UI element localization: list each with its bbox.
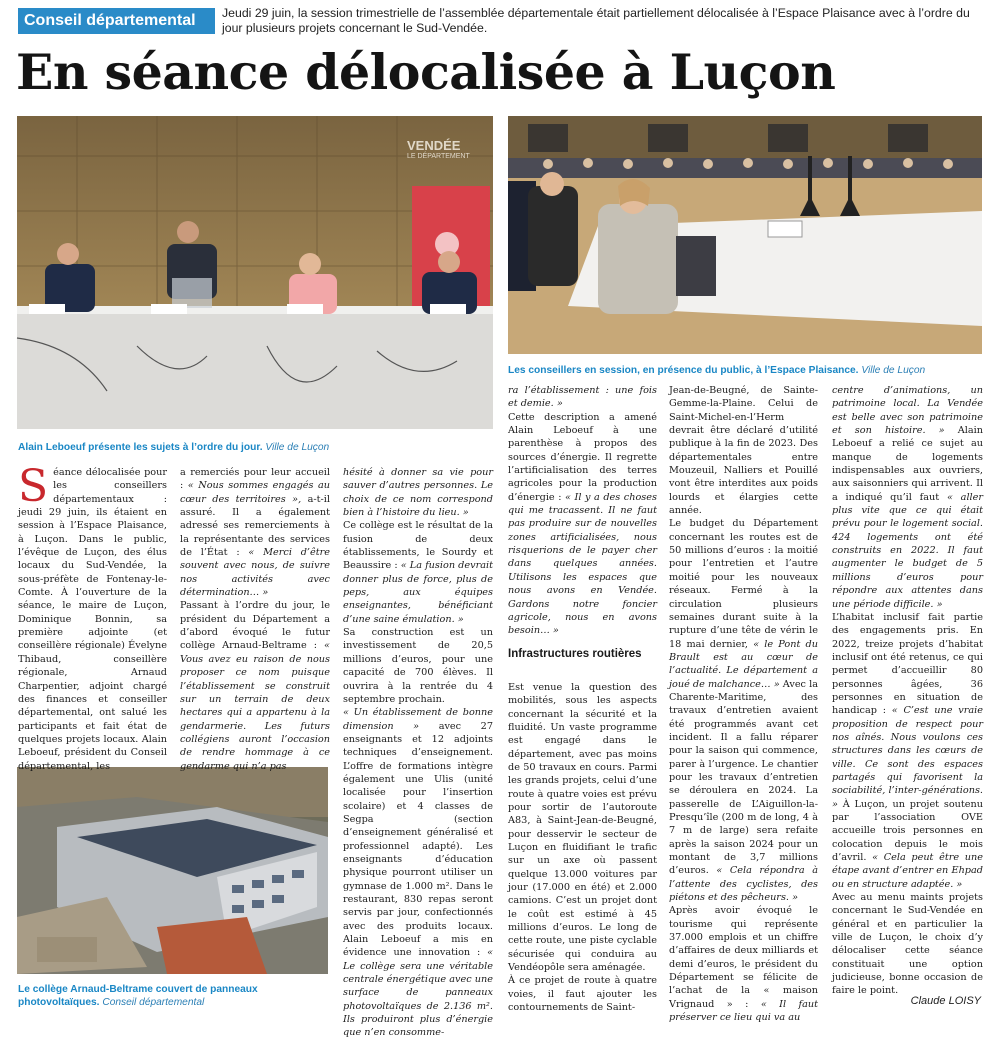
caption-salle (508, 365, 988, 377)
author-signature: Claude LOISY (910, 995, 981, 1007)
caption-college-text: Le collège Arnaud-Beltrame couvert de panneaux photovoltaïques. (18, 984, 258, 1008)
col4-quote-a: ra l’établissement : une fois et demie. » (508, 385, 657, 410)
col4-text-e: À ce projet de route à quatre voies, il faut ajouter les contournements de Saint- (508, 975, 657, 1014)
col2-text-a: a remerciés pour leur accueil : (180, 467, 330, 492)
col4-quote-c: « Il y a des choses qui me tracassent. Il ne faut pas produire sur de nouvelles zones artificialisées, nous risquerions de le payer cher dans quelques années. Utilisons les espaces que nous avons en Vendée. Gardons notre foncier agricole, nous en avons besoin… » (508, 491, 657, 637)
col5-text-a: Jean-de-Beugné, de Sainte-Gemme-la-Plaine. Celui de Saint-Michel-en-l’Herm devrait être déclaré d’utilité publique à la fin de 2023. Des départementales entre Mouzeuil, Nalliers et Pouillé vont être interdites aux poids lourds et élargies cette année. (669, 385, 818, 517)
col4-text-d: Est venue la question des mobilités, sous les aspects concernant la sécurité et la fluidité. Un vaste programme est engagé dans le département, avec pas moins de 50 travaux en cours. Parmi les grands projets, celui d’une route à quatre voies est prévu pour sortir de l’autoroute A83, à Saint-Jean-de-Beugné, pour desservir le secteur de Luçon en fluidifiant le trafic sur un axe où passent quelque 13.000 voitures par jour (17.000 en été) et 2.000 camions. C’est un projet dont le coût est estimé à 45 millions d’euros. Le long de cette route, une piste cyclable sécurisée qui conduira au Vendéopôle sera aménagée. (508, 681, 657, 974)
col6-quote-e: « C’est une vraie proposition de respect pour nos aînés. Nous voulons ces structures dans les cœurs de ville. Ce sont des espaces partagés qui favorisent la sociabilité, l’inter-générations. » (832, 705, 983, 810)
col5-text-f: Après avoir évoqué le tourisme qui représente 37.000 emplois et un chiffre d’affaires de deux milliards et demi d’euros, le président du Département se félicite de l’achat de la « maison Vrignaud » : (669, 905, 818, 1010)
photo-salle (508, 116, 982, 354)
col2-quote-b: « Nous sommes engagés au cœur des territoires », (180, 480, 330, 505)
col6-text-f: À Luçon, un projet soutenu par l’association OVE accueille trois personnes en colocation depuis le mois d’avril. (832, 798, 983, 864)
caption-tribune-credit: Ville de Luçon (265, 442, 330, 453)
caption-salle-text: Les conseillers en session, en présence du public, à l’Espace Plaisance. (508, 365, 859, 376)
col2-quote-f: « Vous avez eu raison de nous proposer ce nom puisque l’établissement se construit sur un terrain de deux hectares qui a appartenu à la gendarmerie. Les futurs collégiens auront l’occasion de rendre hommage à ce gendarme qui n’a pas (180, 640, 330, 772)
article-column-5 (669, 384, 818, 1024)
dropcap: S (18, 461, 49, 512)
col5-quote-e: « Cela répondra à l’attente des cyclistes, des piétons et des pêcheurs. » (669, 865, 818, 904)
col6-text-b: Alain Leboeuf a relié ce sujet au manque de logements indispensables aux ouvriers, aux saisonniers qui arrivent. Il a indiqué qu’il faut (832, 425, 983, 503)
col4-text-b: Cette description a amené Alain Leboeuf à une parenthèse à propos des sources d’énergie. Il regrette l’artificialisation des terres agricoles pour la production d’énergie : (508, 411, 657, 503)
article-column-2 (180, 466, 330, 772)
caption-tribune (18, 442, 494, 454)
caption-tribune-text: Alain Leboeuf présente les sujets à l’ordre du jour. (18, 442, 263, 453)
article-column-6 (832, 384, 983, 997)
col3-quote-a: hésité à donner sa vie pour sauver d’autres personnes. Le choix de ce nom correspond bien à l’histoire du lieu. » (343, 467, 493, 519)
article-column-3 (343, 466, 493, 1039)
col5-text-d: Avec la Charente-Maritime, des travaux d’entretien avaient été programmés avant cet incident. Il a fallu réparer pour la saison qui commence, parer à l’urgence. Le chantier pour les travaux d’entretien se déroulera en 2024. La passerelle de L’Aiguillon-la-Presqu’île (200 m de long, 4 à 7 m de large) sera refaite après la saison 2024 pour un montant de 3,7 millions d’euros. (669, 678, 818, 877)
caption-college-credit: Conseil départemental (102, 996, 205, 1008)
col1-text: éance délocalisée pour les conseillers départementaux : jeudi 29 juin, ils étaient en session à l’Espace Plaisance, à Luçon. Dans le public, l’évêque de Luçon, des élus locaux du Sud-Vendée, la sous-préfète de Fontenay-le-Comte. À l’ouverture de la séance, le maire de Luçon, Dominique Bonnin, sa première adjointe (et conseillère régionale) Évelyne Thibaud, conseillère régionale, Arnaud Charpentier, adjoint chargé des finances et conseiller départemental, ont salué les participants et fait état de quelques projets locaux. Alain Leboeuf, président du Conseil départemental, les (18, 467, 167, 772)
col5-text-b: Le budget du Département concernant les routes est de 50 millions d’euros : la moitié pour l’entretien et l’autre moitié pour les nouveaux réseaux. Fermé à la circulation plusieurs semaines durant suite à la rupture d’une tête de vérin le 18 mai dernier, (669, 518, 818, 650)
col6-quote-a: centre d’animations, un patrimoine local. La Vendée est belle avec son patrimoine et son histoire. » (832, 385, 983, 437)
col3-text-f: avec 27 enseignants et 12 adjoints techniques d’enseignement. L’offre de formations intègre également une Ulis (unité localisée pour l’insertion scolaire) et 4 classes de Segpa (section d’enseignement généralisé et professionnel adapté). Les enseignants d’éducation physique pourront utiliser un gymnase de 1.000 m². Dans le restaurant, 830 repas seront servis par jour, confectionnés avec des produits locaux. Alain Leboeuf a mis en évidence une innovation : (343, 720, 493, 959)
col3-quote-e: « Un établissement de bonne dimension » (343, 707, 493, 732)
col2-quote-d: « Merci d’être souvent avec nous, de suivre nos activités avec détermination… » (180, 547, 330, 599)
col6-quote-g: « Cela peut être une étape avant d’entrer en Ehpad ou en structure adaptée. » (832, 852, 983, 890)
col3-quote-c: « La fusion devrait donner plus de force, plus de peps, aux équipes enseignantes, bénéficiant d’une saine émulation. » (343, 560, 493, 625)
col5-quote-g: « Il faut préserver ce lieu qui va au (669, 998, 818, 1024)
article-column-4 (508, 384, 657, 1018)
caption-salle-credit: Ville de Luçon (861, 365, 926, 376)
article-headline: En séance délocalisée à Luçon (16, 43, 836, 101)
photo-college (17, 767, 328, 974)
caption-college (18, 984, 330, 1009)
vendee-logo-text: VENDÉE (407, 138, 461, 153)
vendee-logo-subtext: LE DÉPARTEMENT (407, 153, 470, 160)
col3-text-b: Ce collège est le résultat de la fusion de deux établissements, le Sourdy et Beaussire : (343, 520, 493, 572)
photo-tribune (17, 116, 493, 429)
subhead-infrastructures: Infrastructures routières (508, 647, 642, 660)
col6-text-h: Avec au menu maints projets concernant le Sud-Vendée en général et en particulier la ville de Luçon, le choix d’y délocaliser cette séance constituait une option judicieuse, bonne occasion de faire le point. (832, 892, 983, 997)
col6-quote-c: « aller plus vite que ce qui était prévu pour le logement social. 424 logements ont été construits en 2022. Il faut augmenter le budget de 5 millions d’euros pour répondre aux attentes dans une période difficile. » (832, 491, 983, 610)
vendee-logo (407, 138, 470, 160)
col3-quote-g: « Le collège sera une véritable centrale énergétique avec une surface de panneaux photovoltaïques de 2.136 m². Ils produiront plus d’énergie que n’en consomme- (343, 947, 493, 1039)
article-column-1 (18, 461, 167, 772)
col2-text-e: Passant à l’ordre du jour, le président du Département a d’abord évoqué le futur collège Arnaud-Beltrame : (180, 600, 330, 652)
col5-quote-c: « le Pont du Brault est au cœur de l’actualité. Le département a joué de malchance… » (669, 638, 818, 690)
article-lead: Jeudi 29 juin, la session trimestrielle de l’assemblée départementale était partiellement délocalisée à l’Espace Plaisance avec à l’ordre du jour plusieurs projets concernant le Sud-Vendée. (222, 6, 970, 35)
col3-text-d: Sa construction est un investissement de 20,5 millions d’euros, pour une capacité de 700 élèves. Il ouvrira à la rentrée du 4 septembre prochain. (343, 627, 493, 705)
col6-text-d: L’habitat inclusif fait partie des engagements pris. En 2022, treize projets d’habitat inclusif ont été retenus, ce qui permet d’accueillir 80 personnes âgées, 36 personnes en situation de handicap : (832, 611, 983, 717)
col2-text-c: a-t-il assuré. Il a également adressé ses remerciements à la représentante des services de l’État : (180, 493, 330, 559)
section-rubric: Conseil départemental (18, 8, 215, 34)
